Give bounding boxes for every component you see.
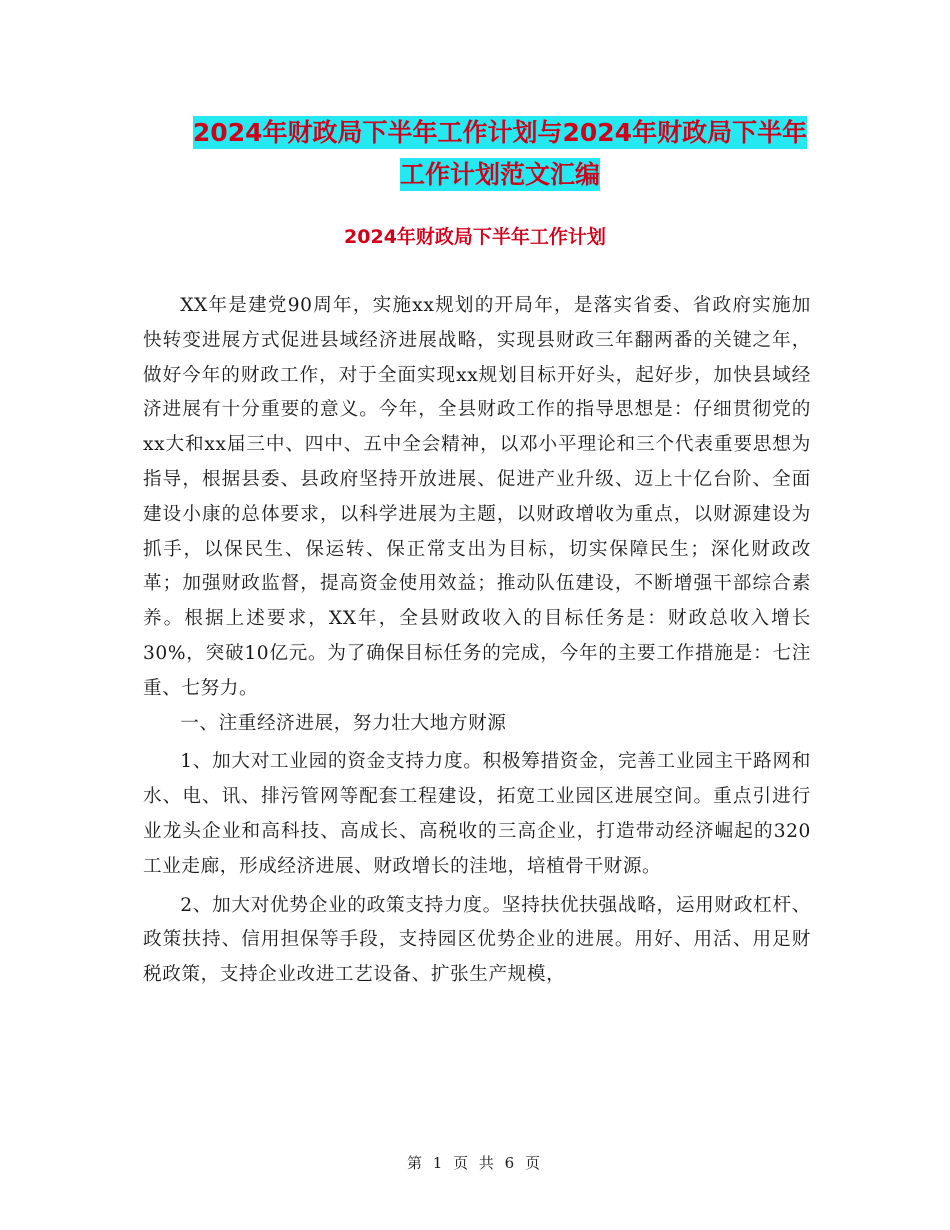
- document-body: [143, 289, 811, 993]
- paragraph-item-1: 1、加大对工业园的资金支持力度。积极筹措资金，完善工业园主干路网和水、电、讯、排污管网等配套工程建设，拓宽工业园区进展空间。重点引进行业龙头企业和高科技、高成长、高税收的三高企业，打造带动经济崛起的320工业走廊，形成经济进展、财政增长的洼地，培植骨干财源。: [143, 751, 811, 877]
- title-line-1: 2024年财政局下半年工作计划与2024年财政局下半年: [192, 118, 808, 147]
- page-number: 第 1 页 共 6 页: [407, 1154, 543, 1172]
- paragraph-item-2: 2、加大对优势企业的政策支持力度。坚持扶优扶强战略，运用财政杠杆、政策扶持、信用担保等手段，支持园区优势企业的进展。用好、用活、用足财税政策，支持企业改进工艺设备、扩张生产规模，: [143, 894, 811, 986]
- section-title: 2024年财政局下半年工作计划: [344, 226, 606, 248]
- paragraph-intro: XX年是建党90周年，实施xx规划的开局年，是落实省委、省政府实施加快转变进展方式促进县域经济进展战略，实现县财政三年翻两番的关键之年，做好今年的财政工作，对于全面实现xx规划目标开好头，起好步，加快县域经济进展有十分重要的意义。今年，全县财政工作的指导思想是：仔细贯彻党的xx大和xx届三中、四中、五中全会精神，以邓小平理论和三个代表重要思想为指导，根据县委、县政府坚持开放进展、促进产业升级、迈上十亿台阶、全面建设小康的总体要求，以科学进展为主题，以财政增收为重点，以财源建设为抓手，以保民生、保运转、保正常支出为目标，切实保障民生；深化财政改革；加强财政监督，提高资金使用效益；推动队伍建设，不断增强干部综合素养。根据上述要求，XX年，全县财政收入的目标任务是：财政总收入增长30%，突破10亿元。为了确保目标任务的完成，今年的主要工作措施是：七注重、七努力。: [143, 295, 811, 699]
- paragraph-heading-1: 一、注重经济进展，努力壮大地方财源: [180, 712, 507, 734]
- document-title: [140, 112, 860, 196]
- title-line-2: 工作计划范文汇编: [399, 160, 600, 189]
